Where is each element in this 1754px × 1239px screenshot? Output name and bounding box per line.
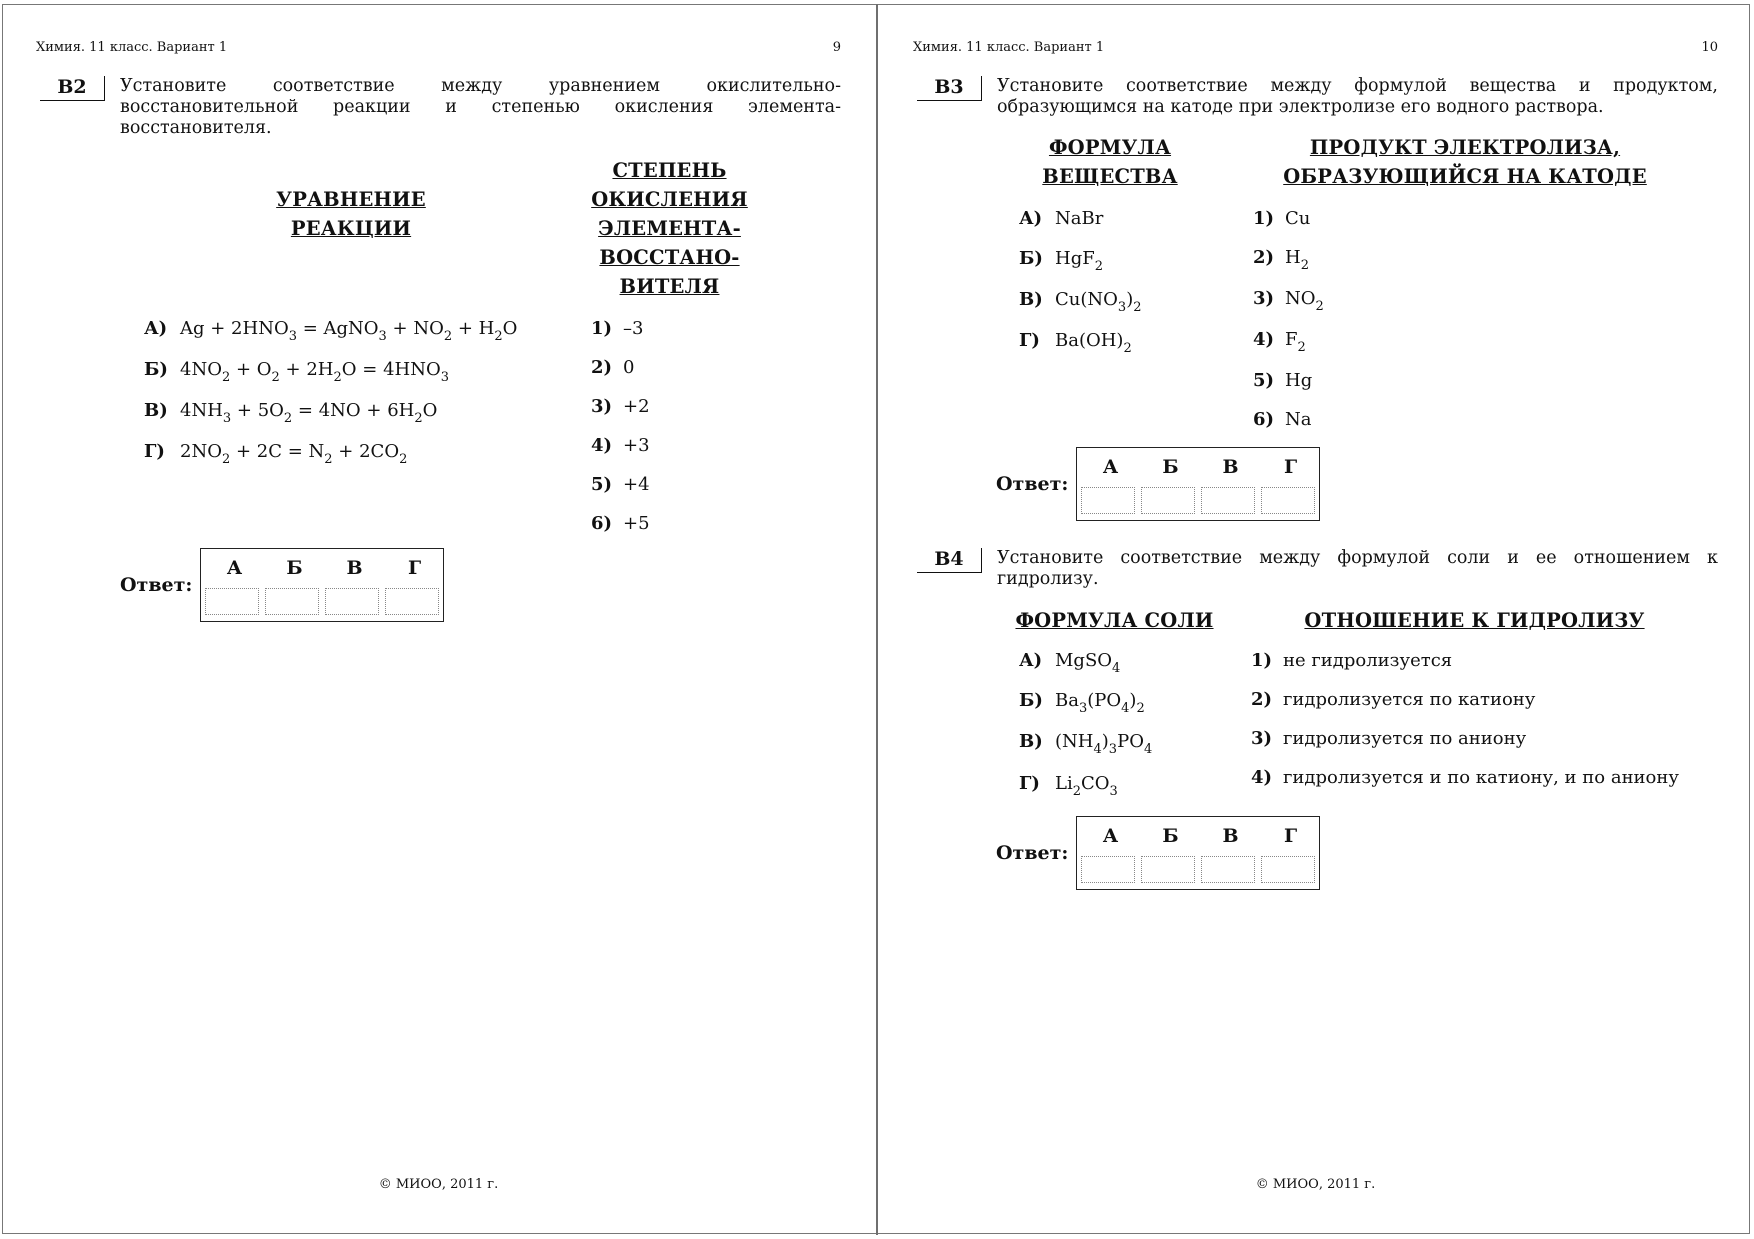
formula-subscript: 2 [1300, 258, 1309, 273]
option-text: +2 [623, 396, 650, 417]
task-label: В4 [917, 548, 982, 573]
col-title-line: ОТНОШЕНИЕ К ГИДРОЛИЗУ [1304, 609, 1645, 632]
formula-text: O = 4HNO [341, 359, 441, 380]
option-num: 3) [1251, 728, 1273, 749]
b4-item [1019, 773, 1118, 799]
b3-option [1253, 288, 1324, 314]
b2-item [144, 318, 518, 344]
formula [1055, 248, 1103, 274]
b4-item [1019, 650, 1121, 676]
b2-item [144, 359, 450, 385]
answer-letter: Г [407, 557, 422, 579]
col-title-line: ФОРМУЛА СОЛИ [1015, 609, 1214, 632]
answer-box [1076, 816, 1320, 890]
option-text: гидролизуется по аниону [1283, 728, 1527, 749]
formula [1055, 773, 1118, 799]
b3-col2-title [1260, 133, 1670, 191]
formula-text: O [502, 318, 518, 339]
b2-col1-title [226, 185, 476, 243]
right-page [877, 0, 1754, 1239]
answer-letter: Г [1283, 825, 1298, 847]
formula-text: + 2CO [332, 441, 400, 462]
b3-option [1253, 247, 1309, 273]
answer-letter: Г [1283, 456, 1298, 478]
formula-subscript: 2 [333, 370, 342, 385]
answer-slot-a[interactable] [1081, 856, 1135, 883]
answer-letter: Б [1162, 825, 1179, 847]
task-prompt: Установите соответствие между формулой вещества и продуктом, образующимся на катоде при электролизе его водного раствора. [997, 76, 1718, 117]
answer-letter: В [1222, 456, 1239, 478]
page-footer: © МИОО, 2011 г. [1255, 1177, 1376, 1192]
answer-label: Ответ: [120, 574, 193, 596]
page-header [913, 40, 1718, 55]
col-title-line: ОКИСЛЕНИЯ [591, 188, 748, 211]
formula-subscript: 3 [222, 411, 232, 426]
formula [1285, 409, 1311, 430]
item-label: В) [1019, 289, 1043, 310]
option-num: 6) [591, 513, 613, 534]
answer-slot-b[interactable] [265, 588, 319, 615]
formula-subscript: 2 [283, 411, 293, 426]
answer-slot-g[interactable] [385, 588, 439, 615]
formula-text: NO [1285, 288, 1316, 309]
b3-col1-title [1030, 133, 1190, 191]
formula-subscript: 2 [324, 452, 333, 467]
option-num: 5) [591, 474, 613, 495]
formula-subscript: 3 [1108, 742, 1118, 757]
formula [1285, 288, 1324, 314]
header-title: Химия. 11 класс. Вариант 1 [913, 40, 1105, 55]
b4-item [1019, 690, 1145, 716]
col-title-line: ФОРМУЛА [1048, 136, 1172, 159]
task-label: В2 [40, 76, 105, 101]
b2-option [591, 396, 650, 417]
option-text: +4 [623, 474, 650, 495]
formula-subscript: 2 [414, 411, 423, 426]
option-num: 4) [1253, 329, 1275, 350]
formula [180, 441, 408, 467]
answer-slot-a[interactable] [1081, 487, 1135, 514]
formula-subscript: 2 [1136, 701, 1145, 716]
col-title-line: ВИТЕЛЯ [619, 275, 720, 298]
answer-letter: В [1222, 825, 1239, 847]
formula [1055, 731, 1153, 757]
formula [180, 359, 450, 385]
answer-label: Ответ: [996, 842, 1069, 864]
b3-item [1019, 208, 1103, 229]
formula-subscript: 2 [271, 370, 280, 385]
formula-text: + O [230, 359, 272, 380]
option-num: 5) [1253, 370, 1275, 391]
formula-text: Ba [1055, 690, 1079, 711]
formula-text: Na [1285, 409, 1312, 430]
formula-subscript: 2 [221, 370, 231, 385]
b2-option [591, 474, 650, 495]
option-text: +3 [623, 435, 650, 456]
option-text: гидролизуется по катиону [1283, 689, 1536, 710]
answer-slot-v[interactable] [1201, 487, 1255, 514]
item-label: Б) [1019, 248, 1043, 269]
formula-subscript: 2 [221, 452, 231, 467]
formula-text: F [1285, 329, 1298, 350]
item-label: А) [144, 318, 168, 339]
formula-subscript: 2 [1133, 300, 1142, 315]
task-prompt: Установите соответствие между формулой соли и ее отношением к гидролизу. [997, 548, 1718, 589]
answer-box [200, 548, 444, 622]
answer-slot-g[interactable] [1261, 487, 1315, 514]
formula-text: MgSO [1055, 650, 1113, 671]
answer-letter: В [346, 557, 363, 579]
col-title-line: СТЕПЕНЬ [612, 159, 727, 182]
b2-col2-title [572, 156, 767, 301]
b3-option [1253, 370, 1312, 391]
page-number: 10 [1701, 40, 1718, 55]
b4-col1-title [1012, 606, 1217, 635]
formula-text: + 5O [231, 400, 284, 421]
formula-text: ) [1126, 289, 1134, 310]
item-label: В) [1019, 731, 1043, 752]
formula-text: 2NO [180, 441, 222, 462]
answer-box [1076, 447, 1320, 521]
formula-text: ) [1129, 690, 1137, 711]
formula [1285, 370, 1312, 391]
formula-subscript: 2 [1297, 340, 1306, 355]
answer-letter: А [1102, 825, 1119, 847]
formula-text: 4NO [180, 359, 222, 380]
formula-text: Cu [1285, 208, 1311, 229]
formula-text: 4NH [180, 400, 223, 421]
formula-subscript: 2 [1315, 299, 1324, 314]
answer-slot-v[interactable] [325, 588, 379, 615]
answer-letter: Б [286, 557, 303, 579]
formula-subscript: 4 [1121, 701, 1130, 716]
formula-subscript: 2 [1094, 259, 1103, 274]
formula-subscript: 3 [288, 329, 297, 344]
formula-subscript: 4 [1112, 661, 1121, 676]
answer-slot-g[interactable] [1261, 856, 1315, 883]
formula-subscript: 3 [440, 370, 450, 385]
col-title-line: ПРОДУКТ ЭЛЕКТРОЛИЗА, [1309, 136, 1621, 159]
option-num: 6) [1253, 409, 1275, 430]
formula-subscript: 2 [1072, 784, 1081, 799]
b2-item [144, 400, 438, 426]
task-b2 [36, 76, 841, 139]
formula-text: Ag + 2HNO [180, 318, 289, 339]
formula-subscript: 3 [1117, 300, 1127, 315]
b4-option [1251, 650, 1452, 671]
answer-letter: Б [1162, 456, 1179, 478]
formula-text: HgF [1055, 248, 1095, 269]
formula [1055, 650, 1121, 676]
item-label: Б) [144, 359, 168, 380]
item-label: Г) [1019, 330, 1040, 351]
formula-text: ) [1101, 731, 1109, 752]
formula [1285, 208, 1310, 229]
task-b3 [913, 76, 1718, 118]
page-header [36, 40, 841, 55]
option-num: 1) [1253, 208, 1275, 229]
formula [1285, 247, 1309, 273]
answer-slot-b[interactable] [1141, 487, 1195, 514]
b4-item [1019, 731, 1153, 757]
task-b4 [913, 548, 1718, 590]
b2-option [591, 357, 634, 378]
formula-subscript: 3 [378, 329, 387, 344]
option-text: –3 [623, 318, 644, 339]
formula [1055, 208, 1103, 229]
option-num: 2) [591, 357, 613, 378]
page-number: 9 [832, 40, 841, 55]
col-title-line: ВОССТАНО- [599, 246, 740, 269]
b4-option [1251, 728, 1526, 749]
formula-text: (NH [1055, 731, 1094, 752]
b2-option [591, 435, 650, 456]
option-num: 2) [1251, 689, 1273, 710]
b4-option [1251, 767, 1679, 788]
formula-text: CO [1081, 773, 1110, 794]
formula-text: Ba(OH) [1055, 330, 1124, 351]
task-prompt: Установите соответствие между уравнением окислительно-восстановительной реакции и степенью окисления элемента-восстановителя. [120, 76, 841, 138]
formula-subscript: 2 [399, 452, 408, 467]
formula-text: Cu(NO [1055, 289, 1118, 310]
b3-item [1019, 289, 1142, 315]
b3-option [1253, 329, 1306, 355]
formula-text: (PO [1087, 690, 1122, 711]
option-num: 2) [1253, 247, 1275, 268]
col-title-line: ВЕЩЕСТВА [1042, 165, 1178, 188]
formula-subscript: 2 [443, 329, 453, 344]
formula-text: Hg [1285, 370, 1313, 391]
option-num: 4) [591, 435, 613, 456]
answer-slot-v[interactable] [1201, 856, 1255, 883]
option-text: не гидролизуется [1283, 650, 1453, 671]
answer-label: Ответ: [996, 473, 1069, 495]
formula-subscript: 4 [1093, 742, 1102, 757]
option-num: 1) [1251, 650, 1273, 671]
formula-text: + H [452, 318, 495, 339]
item-label: Г) [144, 441, 165, 462]
b4-col2-title [1297, 606, 1652, 635]
item-label: В) [144, 400, 168, 421]
formula-text: + 2H [279, 359, 334, 380]
answer-slot-a[interactable] [205, 588, 259, 615]
option-num: 4) [1251, 767, 1273, 788]
formula [1285, 329, 1306, 355]
formula [1055, 690, 1145, 716]
b2-option [591, 513, 650, 534]
formula-text: + 2C = N [230, 441, 325, 462]
answer-letter: А [226, 557, 243, 579]
formula [180, 318, 518, 344]
formula [1055, 289, 1142, 315]
formula-text: NaBr [1055, 208, 1104, 229]
formula-subscript: 4 [1143, 742, 1153, 757]
formula [1055, 330, 1132, 356]
formula-text: O [422, 400, 438, 421]
option-text: +5 [623, 513, 650, 534]
formula-text: = AgNO [296, 318, 379, 339]
formula-subscript: 3 [1078, 701, 1088, 716]
page-footer: © МИОО, 2011 г. [378, 1177, 499, 1192]
item-label: Б) [1019, 690, 1043, 711]
formula-subscript: 2 [1123, 341, 1132, 356]
formula-text: = 4NO + 6H [292, 400, 415, 421]
option-num: 1) [591, 318, 613, 339]
col-title-line: ОБРАЗУЮЩИЙСЯ НА КАТОДЕ [1283, 165, 1647, 188]
answer-slot-b[interactable] [1141, 856, 1195, 883]
answer-letter: А [1102, 456, 1119, 478]
col-title-line: УРАВНЕНИЕ [276, 188, 426, 211]
formula-text: PO [1117, 731, 1144, 752]
formula-text: H [1285, 247, 1301, 268]
formula-text: Li [1055, 773, 1073, 794]
b2-item [144, 441, 408, 467]
b3-option [1253, 409, 1311, 430]
option-text: 0 [623, 357, 635, 378]
item-label: Г) [1019, 773, 1040, 794]
formula-subscript: 2 [494, 329, 503, 344]
formula [180, 400, 438, 426]
item-label: А) [1019, 208, 1043, 229]
formula-subscript: 3 [1109, 784, 1118, 799]
b4-option [1251, 689, 1535, 710]
b3-item [1019, 248, 1103, 274]
col-title-line: ЭЛЕМЕНТА- [598, 217, 741, 240]
b3-item [1019, 330, 1132, 356]
b2-option [591, 318, 643, 339]
formula-text: + NO [386, 318, 444, 339]
task-label: В3 [917, 76, 982, 101]
col-title-line: РЕАКЦИИ [290, 217, 412, 240]
item-label: А) [1019, 650, 1043, 671]
option-text: гидролизуется и по катиону, и по аниону [1283, 767, 1679, 788]
b3-option [1253, 208, 1310, 229]
option-num: 3) [591, 396, 613, 417]
header-title: Химия. 11 класс. Вариант 1 [36, 40, 228, 55]
option-num: 3) [1253, 288, 1275, 309]
